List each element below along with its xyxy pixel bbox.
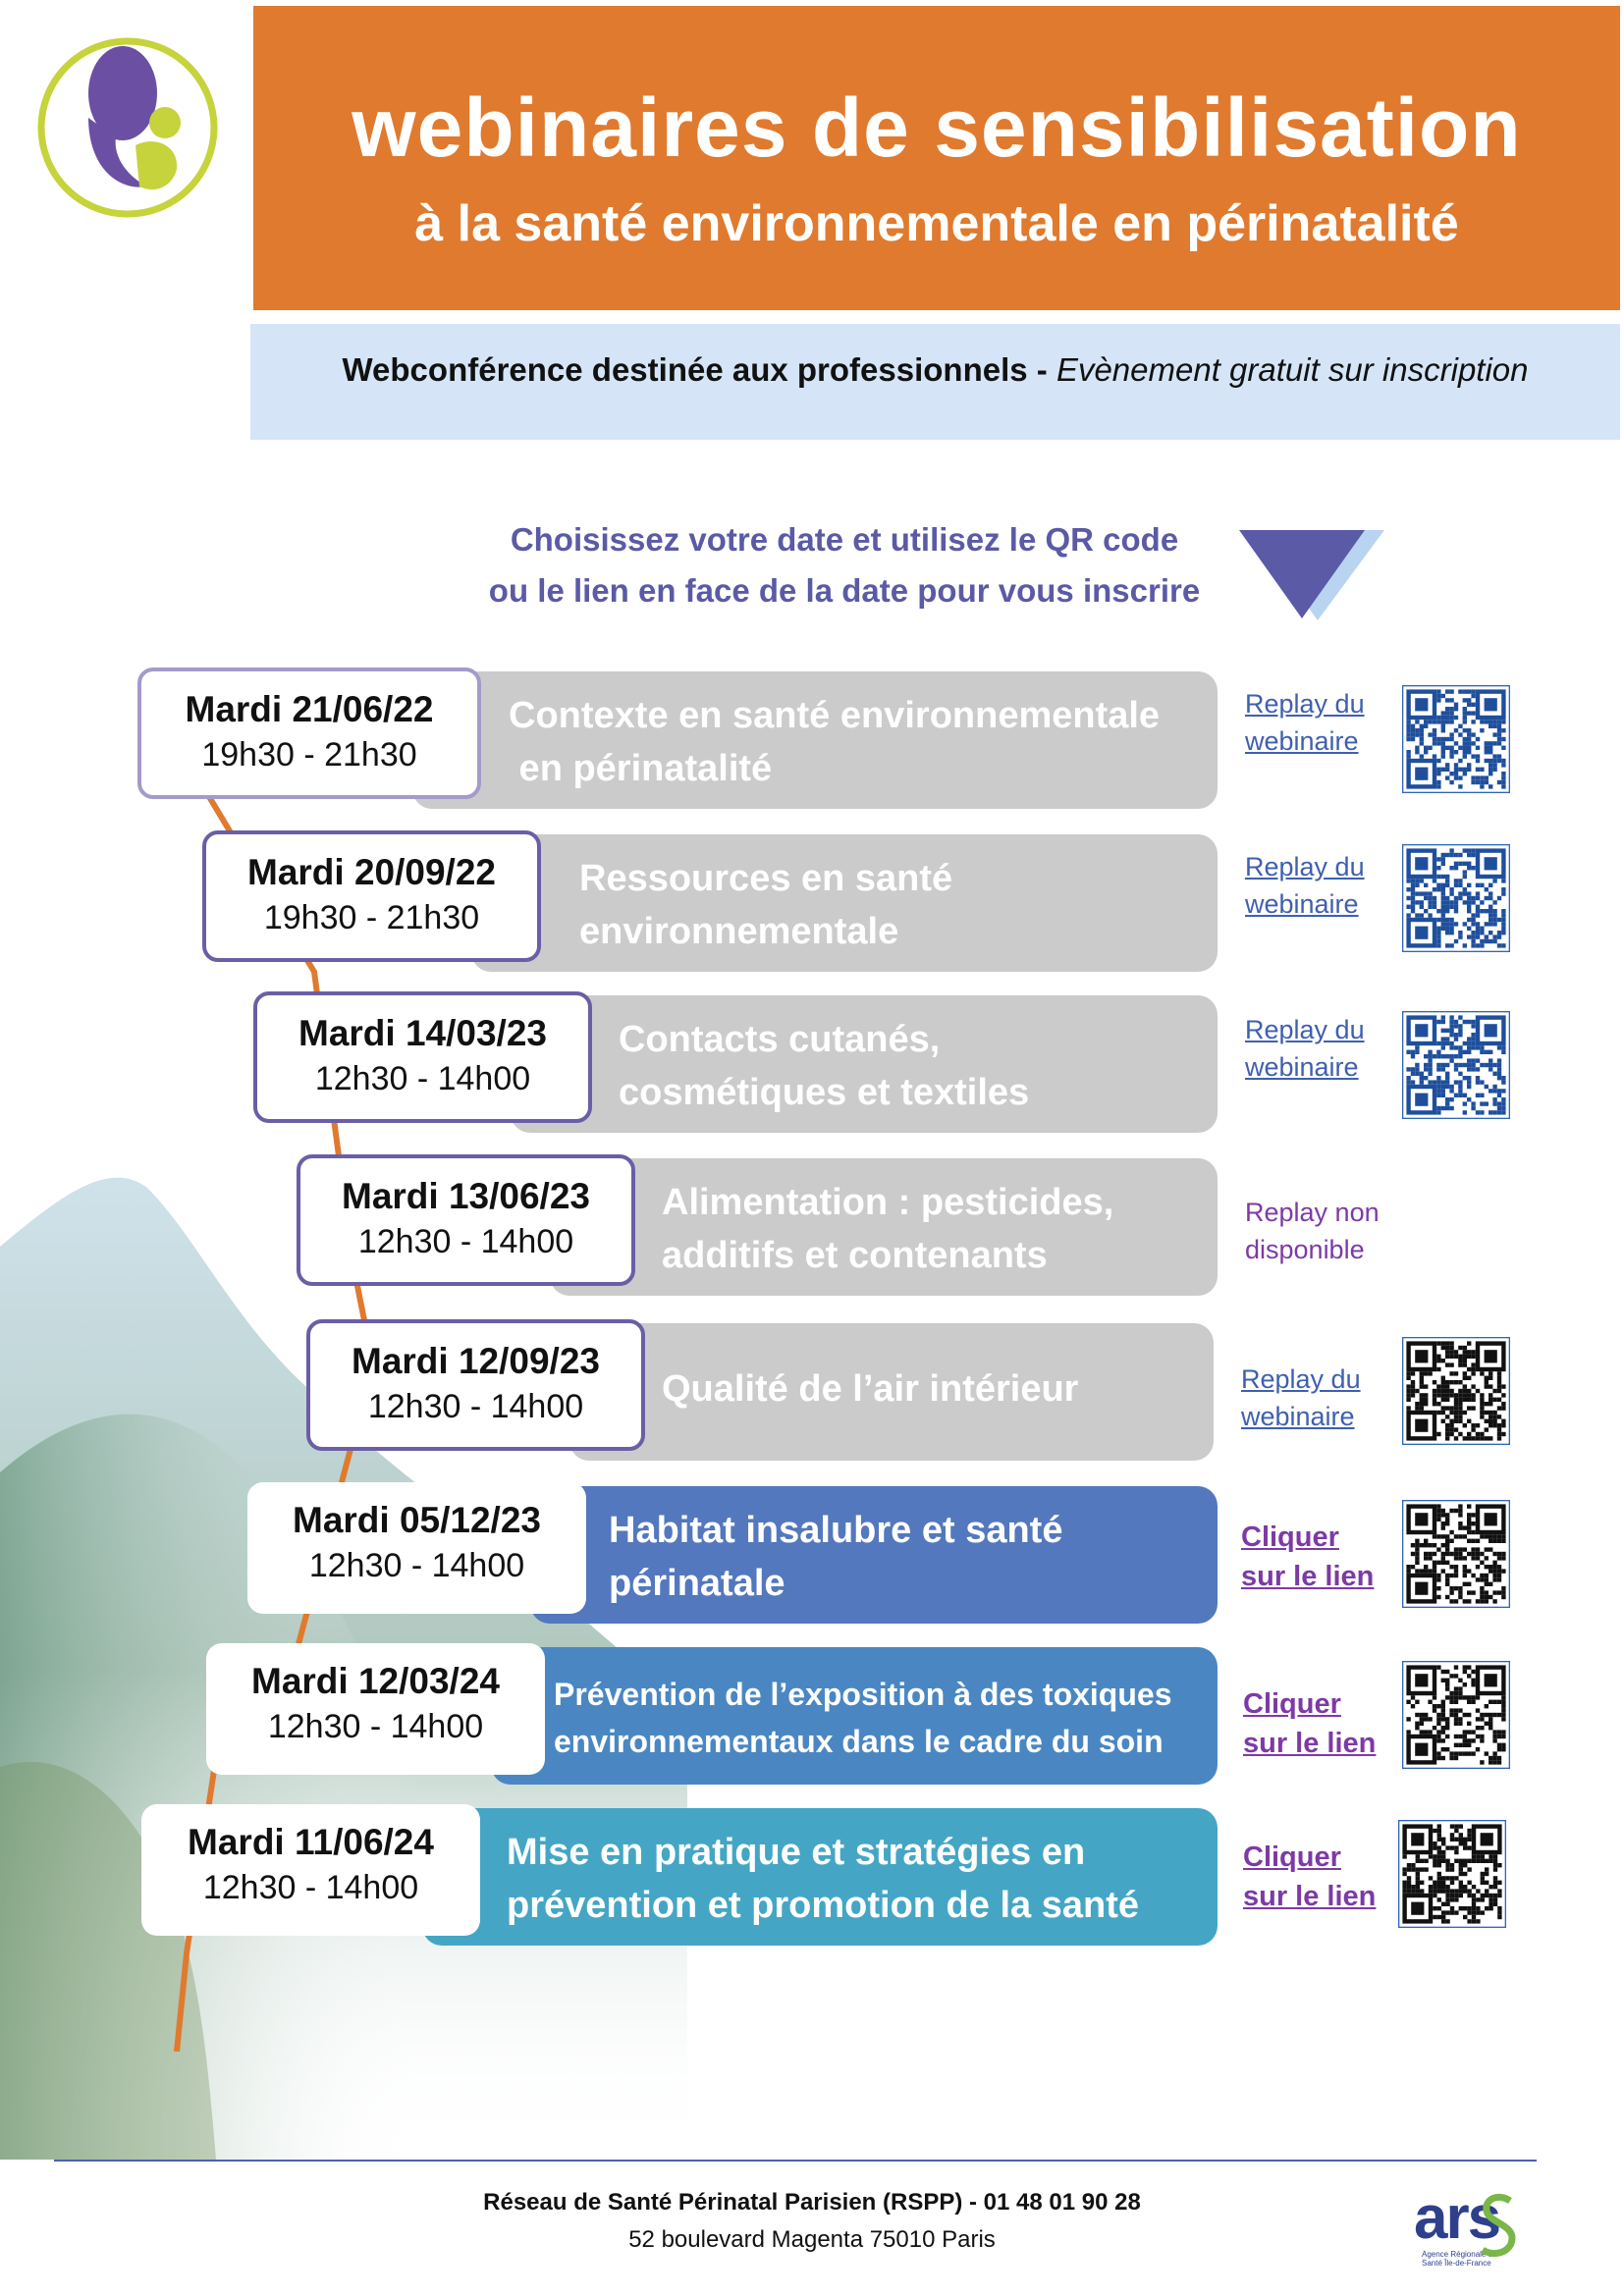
session-topic bbox=[619, 1013, 1029, 1119]
session-time: 12h30 - 14h00 bbox=[357, 1223, 574, 1260]
session-topic-line-1: Habitat insalubre et santé bbox=[609, 1510, 1063, 1551]
session-topic-bar bbox=[491, 1647, 1218, 1785]
session-date-box bbox=[247, 1482, 586, 1614]
session-topic bbox=[507, 1826, 1139, 1932]
session-topic-line-1: Prévention de l’exposition à des toxiques bbox=[554, 1677, 1172, 1712]
session-date-box bbox=[202, 830, 541, 962]
ars-logo-text: ars bbox=[1414, 2184, 1500, 2252]
session-time: 19h30 - 21h30 bbox=[201, 736, 417, 774]
link-line-1[interactable]: Cliquer bbox=[1243, 1688, 1341, 1720]
instruction-line-1: Choisissez votre date et utilisez le QR code bbox=[510, 521, 1179, 558]
ars-s-icon bbox=[1479, 2193, 1518, 2262]
link-line-2[interactable]: webinaire bbox=[1245, 889, 1359, 919]
instruction-text bbox=[393, 514, 1296, 616]
link-line-1[interactable]: Replay du bbox=[1245, 852, 1365, 881]
session-date-box bbox=[297, 1154, 635, 1286]
replay-link[interactable] bbox=[1241, 1361, 1361, 1435]
link-line-1[interactable]: Replay du bbox=[1245, 689, 1365, 719]
qr-code-icon[interactable] bbox=[1402, 1661, 1510, 1769]
session-topic-bar bbox=[511, 995, 1218, 1133]
session-date: Mardi 14/03/23 bbox=[298, 1013, 547, 1053]
footer-address: 52 boulevard Magenta 75010 Paris bbox=[628, 2226, 996, 2253]
session-date-box bbox=[206, 1643, 545, 1775]
session-topic bbox=[662, 1362, 1078, 1415]
logo-rspp bbox=[29, 29, 226, 226]
session-date: Mardi 05/12/23 bbox=[293, 1500, 541, 1540]
link-line-2: disponible bbox=[1245, 1235, 1365, 1264]
banner-bold: Webconférence destinée aux professionnels - bbox=[342, 351, 1056, 388]
session-topic-bar bbox=[412, 671, 1218, 809]
replay-unavailable-text bbox=[1245, 1194, 1380, 1268]
session-time: 12h30 - 14h00 bbox=[367, 1388, 584, 1425]
session-topic-line-1: Qualité de l’air intérieur bbox=[662, 1368, 1079, 1410]
session-topic-line-1: Contacts cutanés, bbox=[619, 1019, 941, 1060]
session-topic-line-1: Alimentation : pesticides, bbox=[662, 1182, 1114, 1223]
link-line-1[interactable]: Cliquer bbox=[1243, 1842, 1341, 1873]
header-banner bbox=[253, 6, 1620, 310]
qr-code-icon[interactable] bbox=[1402, 1337, 1510, 1445]
session-time: 12h30 - 14h00 bbox=[202, 1869, 419, 1906]
replay-link[interactable] bbox=[1245, 1011, 1365, 1086]
link-line-2[interactable]: webinaire bbox=[1241, 1402, 1355, 1431]
session-topic-line-1: Contexte en santé environnementale bbox=[509, 695, 1161, 736]
session-topic-line-2: environnementale bbox=[579, 911, 899, 952]
qr-code-icon[interactable] bbox=[1402, 844, 1510, 952]
session-topic-line-1: Ressources en santé bbox=[579, 858, 953, 899]
session-topic-line-2: en périnatalité bbox=[509, 748, 773, 789]
session-date: Mardi 21/06/22 bbox=[185, 689, 434, 729]
banner-text bbox=[250, 351, 1620, 389]
link-line-1[interactable]: Cliquer bbox=[1241, 1522, 1339, 1553]
qr-code-icon[interactable] bbox=[1402, 685, 1510, 793]
replay-link[interactable] bbox=[1245, 848, 1365, 923]
link-line-2[interactable]: sur le lien bbox=[1243, 1881, 1377, 1912]
session-topic bbox=[554, 1671, 1171, 1765]
session-topic-bar bbox=[422, 1808, 1218, 1946]
session-topic-bar bbox=[550, 1158, 1218, 1296]
session-time: 12h30 - 14h00 bbox=[308, 1547, 525, 1584]
link-line-1[interactable]: Replay du bbox=[1241, 1364, 1361, 1394]
page-subtitle: à la santé environnementale en périnatalité bbox=[414, 195, 1459, 252]
footer-divider bbox=[54, 2160, 1537, 2162]
session-topic bbox=[579, 852, 952, 958]
register-link[interactable] bbox=[1243, 1838, 1376, 1916]
session-topic-line-2: additifs et contenants bbox=[662, 1235, 1048, 1276]
link-line-2[interactable]: sur le lien bbox=[1243, 1728, 1377, 1759]
session-date-box bbox=[141, 1804, 480, 1936]
session-topic-bar bbox=[569, 1323, 1214, 1461]
session-time: 19h30 - 21h30 bbox=[263, 899, 480, 936]
session-date: Mardi 11/06/24 bbox=[188, 1822, 434, 1862]
logo-ars bbox=[1414, 2184, 1551, 2269]
session-date: Mardi 12/03/24 bbox=[251, 1661, 500, 1701]
session-date: Mardi 13/06/23 bbox=[342, 1176, 590, 1216]
session-topic bbox=[509, 689, 1160, 795]
session-date-box bbox=[306, 1319, 645, 1451]
session-date-box bbox=[137, 667, 481, 799]
link-line-2[interactable]: webinaire bbox=[1245, 1052, 1359, 1082]
link-line-2[interactable]: sur le lien bbox=[1241, 1561, 1375, 1592]
banner-italic: Evènement gratuit sur inscription bbox=[1056, 351, 1529, 388]
session-topic-line-2: environnementaux dans le cadre du soin bbox=[554, 1724, 1164, 1759]
info-banner bbox=[250, 324, 1620, 440]
session-date-box bbox=[253, 991, 592, 1123]
link-line-1[interactable]: Replay du bbox=[1245, 1015, 1365, 1044]
down-triangle-icon bbox=[1239, 530, 1396, 628]
page-title: webinaires de sensibilisation bbox=[352, 81, 1522, 174]
qr-code-icon[interactable] bbox=[1402, 1500, 1510, 1608]
session-time: 12h30 - 14h00 bbox=[314, 1060, 531, 1097]
qr-code-icon[interactable] bbox=[1398, 1820, 1506, 1928]
qr-code-icon[interactable] bbox=[1402, 1011, 1510, 1119]
session-topic bbox=[609, 1504, 1062, 1610]
session-topic-line-2: prévention et promotion de la santé bbox=[507, 1885, 1139, 1926]
session-topic-line-1: Mise en pratique et stratégies en bbox=[507, 1832, 1086, 1873]
session-topic-line-2: périnatale bbox=[609, 1563, 785, 1604]
replay-link[interactable] bbox=[1245, 685, 1365, 760]
session-topic-bar bbox=[530, 1486, 1218, 1624]
session-topic-bar bbox=[471, 834, 1218, 972]
register-link[interactable] bbox=[1241, 1518, 1374, 1596]
footer-organization: Réseau de Santé Périnatal Parisien (RSPP) - 01 48 01 90 28 bbox=[483, 2189, 1141, 2216]
session-topic-line-2: cosmétiques et textiles bbox=[619, 1072, 1030, 1113]
register-link[interactable] bbox=[1243, 1684, 1376, 1763]
session-topic bbox=[662, 1176, 1113, 1282]
link-line-1: Replay non bbox=[1245, 1198, 1380, 1227]
link-line-2[interactable]: webinaire bbox=[1245, 726, 1359, 756]
instruction-line-2: ou le lien en face de la date pour vous inscrire bbox=[488, 572, 1201, 609]
session-date: Mardi 20/09/22 bbox=[247, 852, 496, 892]
session-date: Mardi 12/09/23 bbox=[352, 1341, 600, 1381]
session-time: 12h30 - 14h00 bbox=[267, 1708, 484, 1745]
ars-logo-subtitle: Agence Régionale de Santé Île-de-France bbox=[1422, 2250, 1497, 2268]
